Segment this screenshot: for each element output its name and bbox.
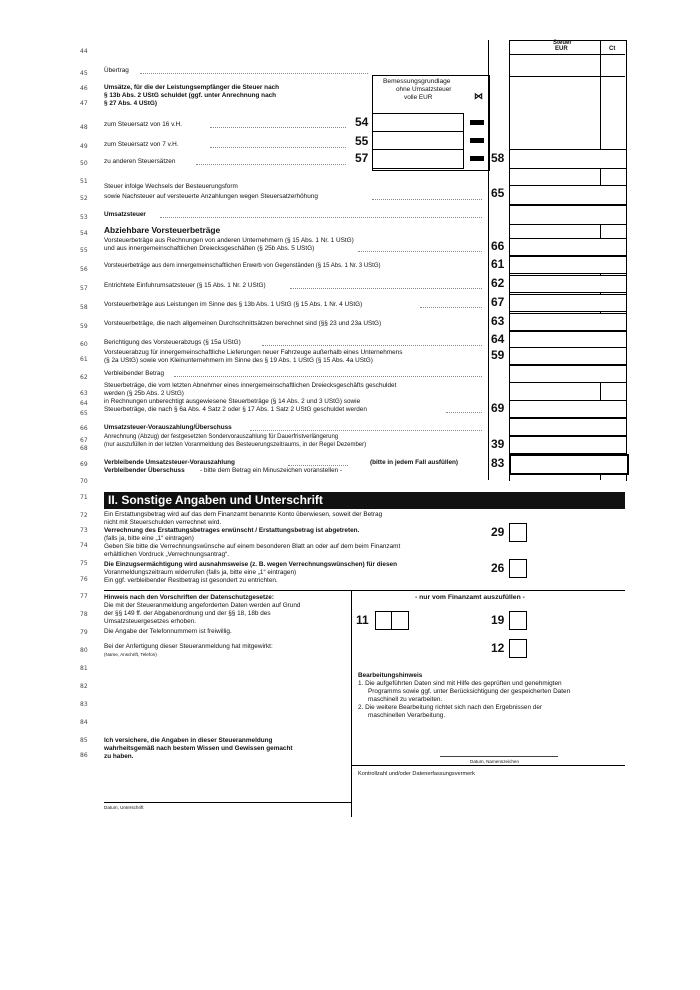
- kz-65-field[interactable]: [509, 185, 627, 205]
- kz-66-field[interactable]: [509, 238, 627, 256]
- kz-58: 58: [491, 151, 505, 165]
- kz-65: 65: [491, 186, 505, 200]
- row-satz16: zum Steuersatz von 16 v.H.: [104, 121, 183, 128]
- line-number: 80: [80, 647, 88, 654]
- kz-12-field[interactable]: [509, 639, 527, 658]
- kz-67: 67: [491, 295, 505, 309]
- kz-83: 83: [491, 456, 505, 470]
- kz-11: 11: [356, 613, 369, 627]
- row-verbl-vz: Verbleibende Umsatzsteuer-Vorauszahlung: [104, 459, 235, 466]
- bearbeitung-title: Bearbeitungshinweis: [358, 672, 423, 679]
- row-leist-13b: Vorsteuerbeträge aus Leistungen im Sinne des § 13b Abs. 1 UStG (§ 15 Abs. 1 Nr. 4 UStG): [104, 301, 363, 308]
- bmg-subtitle-2: volle EUR: [404, 94, 433, 101]
- line-number: 52: [80, 195, 88, 202]
- kz-29: 29: [491, 525, 505, 539]
- kz-63: 63: [491, 314, 505, 328]
- line-number: 66: [80, 425, 88, 432]
- kontrollzahl-label: Kontrollzahl und/oder Datenerfassungsvermerk: [358, 771, 475, 777]
- datenschutz-title: Hinweis nach den Vorschriften der Datenschutzgesetze:: [104, 594, 274, 601]
- line-number: 50: [80, 160, 88, 167]
- kz-54: 54: [355, 115, 369, 129]
- kz-57: 57: [355, 151, 369, 165]
- line-number: 84: [80, 719, 88, 726]
- line-number: 86: [80, 752, 88, 759]
- line-number: 56: [80, 266, 88, 273]
- kz-59: 59: [491, 348, 505, 362]
- kz-61-field[interactable]: [509, 256, 627, 274]
- row-satz7: zum Steuersatz von 7 v.H.: [104, 141, 179, 148]
- header-rule: [509, 54, 625, 55]
- kz-58-field[interactable]: [509, 149, 627, 169]
- erstattung-line-1: Ein Erstattungsbetrag wird auf das dem Finanzamt benannte Konto überwiesen, soweit der Betrag: [104, 511, 383, 518]
- einzug-line-3: Ein ggf. verbleibender Restbetrag ist gesondert zu entrichten.: [104, 577, 278, 584]
- line-number: 76: [80, 576, 88, 583]
- bearbeitung-line-1: 1. Die aufgeführten Daten sind mit Hilfe des geprüften und genehmigten: [358, 680, 562, 687]
- kz-63-field[interactable]: [509, 313, 627, 331]
- kz-83-field[interactable]: [509, 454, 629, 475]
- verrechnung-line-3: erhältlichen Vordruck „Verrechnungsantrag“.: [104, 551, 230, 558]
- kz-12: 12: [491, 641, 505, 655]
- line-number: 70: [80, 478, 88, 485]
- row-ig-erwerb: Vorsteuerbeträge aus dem innergemeinschaftlichen Erwerb von Gegenständen (§ 15 Abs. 1 Nr. 3 UStG): [104, 263, 381, 269]
- line-number: 83: [80, 701, 88, 708]
- kz-39: 39: [491, 437, 505, 451]
- line-number: 58: [80, 304, 88, 311]
- kz-55: 55: [355, 134, 369, 148]
- line-number: 45: [80, 70, 88, 77]
- row-verbleibend: Verbleibender Betrag: [104, 370, 165, 377]
- kz-54-field[interactable]: [372, 113, 464, 133]
- section-2-heading: II. Sonstige Angaben und Unterschrift: [104, 492, 625, 509]
- einzug-line-2: Voranmeldungszeitraum widerrufen (falls ja, bitte eine „1“ eintragen): [104, 569, 297, 576]
- bearbeitung-line-1b: Programms sowie ggf. unter Berücksichtigung der gespeicherten Daten: [368, 688, 571, 695]
- datenschutz-line-2: der §§ 149 ff. der Abgabenordnung und der §§ 18, 18b des: [104, 610, 271, 617]
- versicherung-line-3: zu haben.: [104, 753, 134, 760]
- kz-62-field[interactable]: [509, 275, 627, 293]
- kz-26: 26: [491, 561, 505, 575]
- line-number: 60: [80, 341, 88, 348]
- versicherung-line-1: Ich versichere, die Angaben in dieser Steueranmeldung: [104, 737, 273, 744]
- line-number: 47: [80, 100, 88, 107]
- datum-unterschrift: Datum, Unterschrift: [104, 805, 144, 810]
- line-number: 46: [80, 85, 88, 92]
- finanzamt-title: - nur vom Finanzamt auszufüllen -: [415, 594, 525, 601]
- eur-header-label: EUR: [555, 46, 568, 52]
- row-anrechnung-1: Anrechnung (Abzug) der festgesetzten Sondervorauszahlung für Dauerfristverlängerung: [104, 434, 339, 440]
- row-durchschnitt: Vorsteuerbeträge, die nach allgemeinen Durchschnittsätzen berechnet sind (§§ 23 und 23a UStG): [104, 320, 382, 327]
- kz-54-marker: [470, 120, 484, 125]
- datenschutz-line-4: Die Angabe der Telefonnummern ist freiwillig.: [104, 628, 232, 635]
- vorauszahlung-field[interactable]: [509, 418, 627, 436]
- erstattung-line-2: nicht mit Steuerschulden verrechnet wird.: [104, 519, 222, 526]
- versicherung-line-2: wahrheitsgemäß nach bestem Wissen und Gewissen gemacht: [104, 745, 293, 752]
- kz-67-field[interactable]: [509, 294, 627, 312]
- line-number: 55: [80, 247, 88, 254]
- row-umsatzsteuer: Umsatzsteuer: [104, 211, 146, 218]
- row-fahrzeug-2: (§ 2a UStG) sowie von Kleinunternehmern im Sinne des § 19 Abs. 1 UStG (§ 15 Abs. 4a UStG): [104, 357, 373, 364]
- cross-out-icon: ⋈: [474, 91, 483, 101]
- row-verbl-ue: Verbleibender Überschuss: [104, 467, 185, 474]
- line-number: 65: [80, 410, 88, 417]
- kz-69: 69: [491, 401, 505, 415]
- row-anrechnung-2: (nur auszufüllen in der letzten Voranmeldung des Besteuerungszeitraums, in der Regel Dezember): [104, 442, 367, 448]
- abziehbare-heading: Abziehbare Vorsteuerbeträge: [104, 225, 221, 235]
- kz-19-field[interactable]: [509, 611, 527, 630]
- kz-64: 64: [491, 332, 505, 346]
- kz-61: 61: [491, 257, 505, 271]
- signature-field[interactable]: [104, 766, 350, 802]
- ct-header-label: Ct: [609, 46, 616, 52]
- kz-66: 66: [491, 239, 505, 253]
- kz-57-field[interactable]: [372, 149, 464, 169]
- row-13b-2: § 13b Abs. 2 UStG schuldet (ggf. unter Anrechnung nach: [104, 92, 277, 99]
- line-number: 44: [80, 48, 88, 55]
- bmg-subtitle-1: ohne Umsatzsteuer: [396, 86, 452, 93]
- bearbeitung-line-1c: maschinell zu verarbeiten.: [368, 696, 443, 703]
- kz-29-field[interactable]: [509, 523, 527, 542]
- row-uebertrag: Übertrag: [104, 67, 129, 74]
- line-number: 69: [80, 461, 88, 468]
- datenschutz-line-3: Umsatzsteuergesetzes erhoben.: [104, 618, 197, 625]
- line-number: 53: [80, 214, 88, 221]
- steuer-header-label: Steuer: [553, 40, 572, 46]
- verrechnung-hint: (falls ja, bitte eine „1“ eintragen): [104, 535, 194, 542]
- line-number: 71: [80, 494, 88, 501]
- row-verbl-vz-hint: (bitte in jedem Fall ausfüllen): [370, 459, 459, 466]
- row-einfuhr: Entrichtete Einfuhrumsatzsteuer (§ 15 Abs. 1 Nr. 2 UStG): [104, 282, 266, 289]
- line-number: 59: [80, 323, 88, 330]
- row-wechsel-1: Steuer infolge Wechsels der Besteuerungsform: [104, 183, 238, 190]
- steuer-header: [509, 40, 625, 54]
- line-number: 79: [80, 629, 88, 636]
- line-number: 81: [80, 665, 88, 672]
- kz-69-field[interactable]: [509, 400, 627, 418]
- kz-39-field[interactable]: [509, 436, 627, 454]
- line-number: 72: [80, 512, 88, 519]
- line-number: 75: [80, 560, 88, 567]
- datum-namenszeichen: Datum, Namenszeichen: [470, 759, 520, 764]
- row-vorauszahlung: Umsatzsteuer-Vorauszahlung/Überschuss: [104, 424, 232, 431]
- line-number: 62: [80, 374, 88, 381]
- line-number: 82: [80, 683, 88, 690]
- line-number: 64: [80, 400, 88, 407]
- line-number: 77: [80, 593, 88, 600]
- einzug-line-1: Die Einzugsermächtigung wird ausnahmsweise (z. B. wegen Verrechnungswünschen) für diesen: [104, 561, 397, 568]
- line-number: 63: [80, 390, 88, 397]
- datenschutz-line-1: Die mit der Steueranmeldung angeforderten Daten werden auf Grund: [104, 602, 301, 609]
- umsatzsteuer-field[interactable]: [509, 205, 627, 225]
- bmg-title: Bemessungsgrundlage: [383, 78, 451, 85]
- line-number: 54: [80, 230, 88, 237]
- line-number: 49: [80, 143, 88, 150]
- kz-19: 19: [491, 613, 505, 627]
- kz-57-marker: [470, 156, 484, 161]
- row-13b-1: Umsätze, für die der Leistungsempfänger die Steuer nach: [104, 84, 280, 91]
- row-dreieck-3: in Rechnungen unberechtigt ausgewiesene Steuerbeträge (§ 14 Abs. 2 und 3 UStG) sowie: [104, 398, 361, 405]
- row-vorsteuer-2: und aus innergemeinschaftlichen Dreiecksgeschäften (§ 25b Abs. 5 UStG): [104, 245, 315, 252]
- row-fahrzeug-1: Vorsteuerabzug für innergemeinschaftliche Lieferungen neuer Fahrzeuge außerhalb eines Unternehmens: [104, 349, 403, 356]
- kz-26-field[interactable]: [509, 559, 527, 578]
- kz-11-field-2[interactable]: [391, 611, 409, 630]
- line-number: 74: [80, 542, 88, 549]
- kz-62: 62: [491, 276, 505, 290]
- line-number: 51: [80, 178, 88, 185]
- line-number: 68: [80, 445, 88, 452]
- verrechnung-line-2: Geben Sie bitte die Verrechnungswünsche auf einem besonderen Blatt an oder auf dem beim Finanzamt: [104, 543, 401, 550]
- row-13b-3: § 27 Abs. 4 UStG): [104, 100, 158, 107]
- line-number: 67: [80, 437, 88, 444]
- mitgewirkt-label: Bei der Anfertigung dieser Steueranmeldung hat mitgewirkt:: [104, 643, 273, 650]
- kz-55-marker: [470, 138, 484, 143]
- mitgewirkt-hint: (Name, Anschrift, Telefon): [104, 652, 157, 657]
- line-number: 61: [80, 356, 88, 363]
- row-dreieck-1: Steuerbeträge, die vom letzten Abnehmer eines innergemeinschaftlichen Dreiecksgeschäfts geschuldet: [104, 382, 397, 389]
- row-dreieck-2: werden (§ 25b Abs. 2 UStG): [104, 390, 184, 397]
- row-wechsel-2: sowie Nachsteuer auf versteuerte Anzahlungen wegen Steuersatzerhöhung: [104, 193, 318, 200]
- kz-59-field[interactable]: [509, 347, 627, 365]
- verrechnung-line: Verrechnung des Erstattungsbetrages erwünscht / Erstattungsbetrag ist abgetreten.: [104, 527, 360, 534]
- row-berichtigung: Berichtigung des Vorsteuerabzugs (§ 15a UStG): [104, 339, 241, 346]
- row-verbl-ue-hint: - bitte dem Betrag ein Minuszeichen voranstellen -: [200, 467, 343, 474]
- row-dreieck-4: Steuerbeträge, die nach § 6a Abs. 4 Satz 2 oder § 17 Abs. 1 Satz 2 UStG geschuldet werden: [104, 406, 367, 413]
- line-number: 85: [80, 737, 88, 744]
- line-number: 73: [80, 527, 88, 534]
- row-vorsteuer-1: Vorsteuerbeträge aus Rechnungen von anderen Unternehmern (§ 15 Abs. 1 Nr. 1 UStG): [104, 237, 354, 244]
- kz-55-field[interactable]: [372, 131, 464, 151]
- bearbeitung-line-2: 2. Die weitere Bearbeitung richtet sich nach den Ergebnissen der: [358, 704, 543, 711]
- line-number: 78: [80, 611, 88, 618]
- line-number: 48: [80, 124, 88, 131]
- bearbeitung-line-2b: maschinellen Verarbeitung.: [368, 712, 446, 719]
- row-andere: zu anderen Steuersätzen: [104, 158, 176, 165]
- verbleibend-field[interactable]: [509, 365, 627, 383]
- line-number: 57: [80, 285, 88, 292]
